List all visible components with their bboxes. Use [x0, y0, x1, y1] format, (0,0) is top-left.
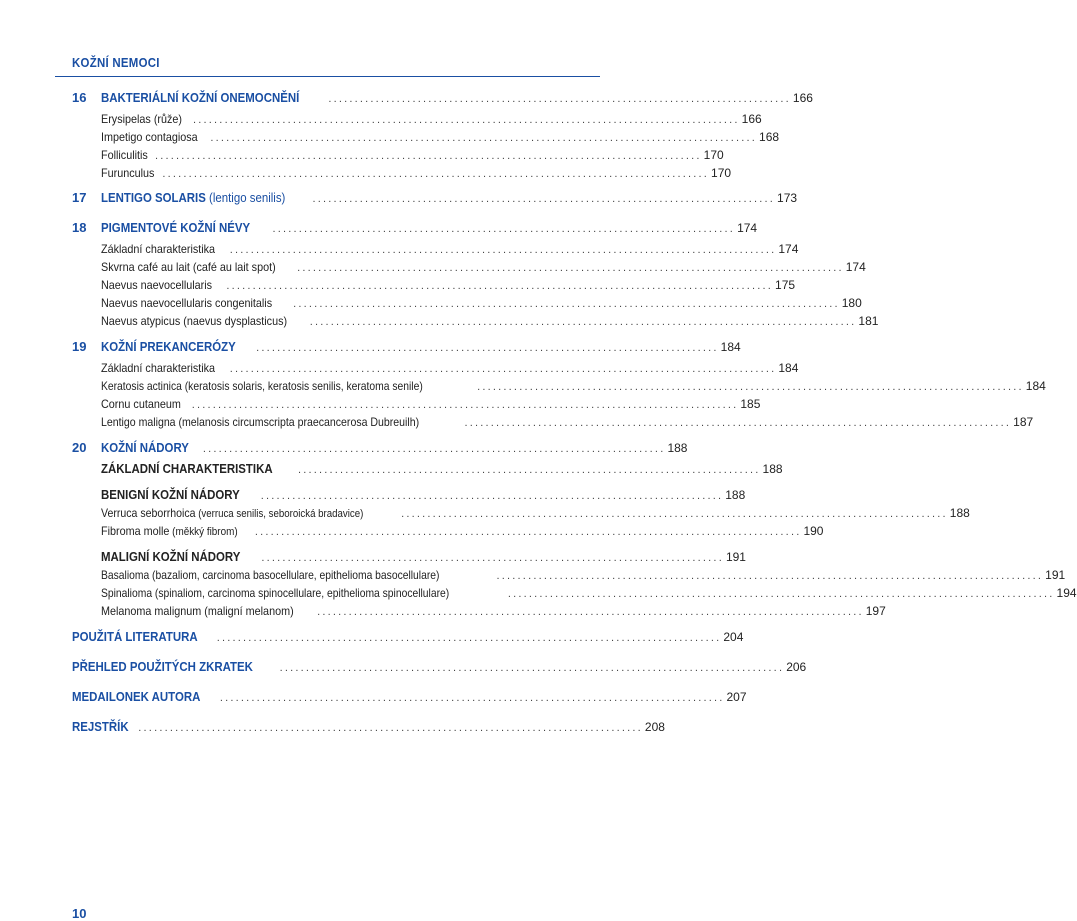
page-number: 173: [777, 191, 798, 205]
toc-entry-title: KOŽNÍ PREKANCERÓZY: [101, 339, 236, 354]
toc-entry-title: [101, 189, 285, 207]
toc-entry-pouzita-literatura[interactable]: [72, 628, 744, 646]
toc-entry-erysipelas[interactable]: [72, 110, 762, 128]
leader-dots: ........................................................................................................: [229, 363, 777, 375]
toc-entry-title: Cornu cutaneum: [101, 397, 181, 411]
leader-dots: ........................................................................................................: [309, 316, 857, 328]
toc-entry-title: Spinalioma (spinaliom, carcinoma spinocellulare, epithelioma spinocellulare): [101, 586, 450, 600]
leader-dots: ........................................................................................................: [191, 399, 739, 411]
leader-dots: ........................................................................................: [272, 223, 736, 235]
page-number: 184: [778, 361, 799, 375]
page-number: 188: [762, 462, 783, 476]
toc-entry-title: PŘEHLED POUŽITÝCH ZKRATEK: [72, 659, 253, 674]
toc-entry-title: BENIGNÍ KOŽNÍ NÁDORY: [101, 487, 240, 502]
page-number: 168: [759, 130, 780, 144]
page-number: 184: [720, 340, 741, 354]
leader-dots: ........................................................................................................: [496, 570, 1044, 582]
toc-entry-title: Naevus naevocellularis congenitalis: [101, 296, 273, 310]
leader-dots: ........................................................................................: [256, 342, 719, 354]
page-number: 187: [1013, 415, 1034, 429]
toc-entry-melanoma[interactable]: [72, 602, 886, 620]
toc-entry-title: MEDAILONEK AUTORA: [72, 689, 201, 704]
toc-entry-lentigo-maligna[interactable]: [72, 413, 1034, 431]
leader-dots: ................................................................................................: [279, 662, 785, 674]
toc-entry-folliculitis[interactable]: [72, 146, 724, 164]
page-number: 188: [725, 488, 746, 502]
leader-dots: ........................................................................................: [202, 443, 666, 455]
leader-dots: ................................................................................................: [219, 692, 725, 704]
toc-entry-bakterialni[interactable]: [72, 89, 813, 107]
toc-entry-spinalioma[interactable]: [72, 584, 1077, 602]
chapter-number: 20: [72, 440, 87, 455]
toc-entry-cornu-cutaneum[interactable]: [72, 395, 761, 413]
leader-dots: ........................................................................................: [328, 93, 791, 105]
page-number: 181: [858, 314, 879, 328]
toc-entry-title: Naevus atypicus (naevus dysplasticus): [101, 314, 288, 328]
page-number: 175: [775, 278, 796, 292]
toc-entry-fibroma-molle[interactable]: [72, 522, 824, 540]
page-number: 197: [865, 604, 886, 618]
toc-entry-title: POUŽITÁ LITERATURA: [72, 629, 198, 644]
page-number: 188: [949, 506, 970, 520]
toc-entry-title: PIGMENTOVÉ KOŽNÍ NÉVY: [101, 220, 251, 235]
page-number: 170: [711, 166, 732, 180]
toc-entry-keratosis-actinica[interactable]: [72, 377, 1046, 395]
toc-entry-title: [101, 522, 238, 541]
page-number: 174: [845, 260, 866, 274]
toc-entry-title: Naevus naevocellularis: [101, 278, 213, 292]
leader-dots: ........................................................................................................: [464, 417, 1012, 429]
toc-entry-verruca-seborrhoica[interactable]: [72, 504, 970, 522]
page-number: 207: [726, 690, 747, 704]
toc-entry-title: Basalioma (bazaliom, carcinoma basocellulare, epithelioma basocellulare): [101, 568, 440, 582]
leader-dots: ................................................................................................: [138, 722, 643, 734]
toc-entry-impetigo[interactable]: [72, 128, 780, 146]
leader-dots: ........................................................................................................: [293, 298, 840, 310]
toc-entry-title-extra: (lentigo senilis): [205, 190, 286, 205]
toc-entry-medailonek-autora[interactable]: [72, 688, 747, 706]
toc-entry-title: Skvrna café au lait (café au lait spot): [101, 260, 276, 274]
leader-dots: ........................................................................................................: [317, 606, 864, 618]
toc-entry-title: ZÁKLADNÍ CHARAKTERISTIKA: [101, 461, 273, 476]
page-number: 166: [792, 91, 813, 105]
chapter-number: 16: [72, 90, 87, 105]
leader-dots: ........................................................................................................: [507, 588, 1055, 600]
leader-dots: ........................................................................................................: [226, 280, 774, 292]
page-number: 206: [786, 660, 807, 674]
leader-dots: ........................................................................................................: [254, 526, 802, 538]
page-number: 188: [667, 441, 688, 455]
toc-entry-furunculus[interactable]: [72, 164, 732, 182]
leader-dots: ................................................................................................: [216, 632, 722, 644]
leader-dots: ........................................................................................................: [210, 132, 758, 144]
toc-entry-title: [101, 504, 363, 523]
page-number: 166: [741, 112, 762, 126]
leader-dots: ........................................................................................: [312, 193, 776, 205]
chapter-number: 19: [72, 339, 87, 354]
chapter-number: 18: [72, 220, 87, 235]
toc-entry-naevus-naevocellularis[interactable]: [72, 276, 796, 294]
toc-entry-title: Základní charakteristika: [101, 361, 216, 375]
leader-dots: ........................................................................................................: [162, 168, 710, 180]
toc-entry-skvrna-cafe[interactable]: [72, 258, 866, 276]
section-title: KOŽNÍ NEMOCI: [72, 55, 160, 70]
toc-entry-title: KOŽNÍ NÁDORY: [101, 440, 189, 455]
page-number: 190: [803, 524, 824, 538]
toc-entry-title: Keratosis actinica (keratosis solaris, keratosis senilis, keratoma senile): [101, 379, 423, 393]
toc-entry-naevus-atypicus[interactable]: [72, 312, 879, 330]
chapter-number: 17: [72, 190, 87, 205]
page-number: 174: [778, 242, 799, 256]
toc-entry-prehled-zkratek[interactable]: [72, 658, 807, 676]
toc-entry-title: Erysipelas (růže): [101, 112, 183, 126]
leader-dots: ........................................................................................................: [229, 244, 777, 256]
page-number: 191: [1045, 568, 1066, 582]
footer-page-number: 10: [72, 906, 87, 921]
toc-entry-title: Melanoma malignum (maligní melanom): [101, 604, 294, 618]
toc-entry-title: Furunculus: [101, 166, 155, 180]
leader-dots: ........................................................................................: [261, 552, 724, 564]
toc-entry-zakladni-charakteristika[interactable]: [72, 240, 799, 258]
toc-entry-benigni-nadory[interactable]: [72, 486, 746, 504]
toc-entry-lentigo-solaris[interactable]: [72, 189, 798, 207]
toc-entry-zakladni-charakteristika-2[interactable]: [72, 359, 799, 377]
page-number: 204: [723, 630, 744, 644]
leader-dots: ........................................................................................: [298, 464, 761, 476]
toc-entry-title: Základní charakteristika: [101, 242, 216, 256]
page-number: 185: [740, 397, 761, 411]
leader-dots: ........................................................................................................: [297, 262, 844, 274]
page-number: 170: [703, 148, 724, 162]
leader-dots: ........................................................................................................: [401, 508, 948, 520]
toc-entry-kozni-prekancerozy[interactable]: [72, 338, 741, 356]
page-number: 191: [725, 550, 746, 564]
toc-entry-title-main: LENTIGO SOLARIS: [101, 190, 206, 205]
toc-entry-title-main: Fibroma molle: [101, 524, 170, 538]
toc-entry-title: Lentigo maligna (melanosis circumscripta praecancerosa Dubreuilh): [101, 415, 420, 429]
toc-entry-maligni-nadory[interactable]: [72, 548, 746, 566]
toc-entry-title: Folliculitis: [101, 148, 148, 162]
toc-entry-rejstrik[interactable]: [72, 718, 665, 736]
toc-entry-title: REJSTŘÍK: [72, 719, 129, 734]
toc-entry-title-sub: (měkký fibrom): [169, 526, 238, 538]
page-number: 208: [644, 720, 665, 734]
toc-entry-naevus-congenitalis[interactable]: [72, 294, 862, 312]
toc-entry-title-sub: (verruca senilis, seboroická bradavice): [195, 508, 364, 520]
page-number: 180: [841, 296, 862, 310]
leader-dots: ........................................................................................................: [193, 114, 740, 126]
leader-dots: ........................................................................................: [260, 490, 724, 502]
toc-entry-title: Impetigo contagiosa: [101, 130, 198, 144]
leader-dots: ........................................................................................................: [155, 150, 702, 162]
toc-entry-kozni-nadory[interactable]: [72, 439, 688, 457]
page-number: 194: [1056, 586, 1077, 600]
leader-dots: ........................................................................................................: [477, 381, 1024, 393]
toc-entry-zakladni-charakteristika-3[interactable]: [72, 460, 783, 478]
toc-entry-basalioma[interactable]: [72, 566, 1066, 584]
toc-entry-title: BAKTERIÁLNÍ KOŽNÍ ONEMOCNĚNÍ: [101, 90, 300, 105]
toc-entry-pigmentove-nevy[interactable]: [72, 219, 758, 237]
toc-entry-title-main: Verruca seborrhoica: [101, 506, 196, 520]
page-number: 184: [1025, 379, 1046, 393]
page-number: 174: [737, 221, 758, 235]
toc-entry-title: MALIGNÍ KOŽNÍ NÁDORY: [101, 549, 241, 564]
